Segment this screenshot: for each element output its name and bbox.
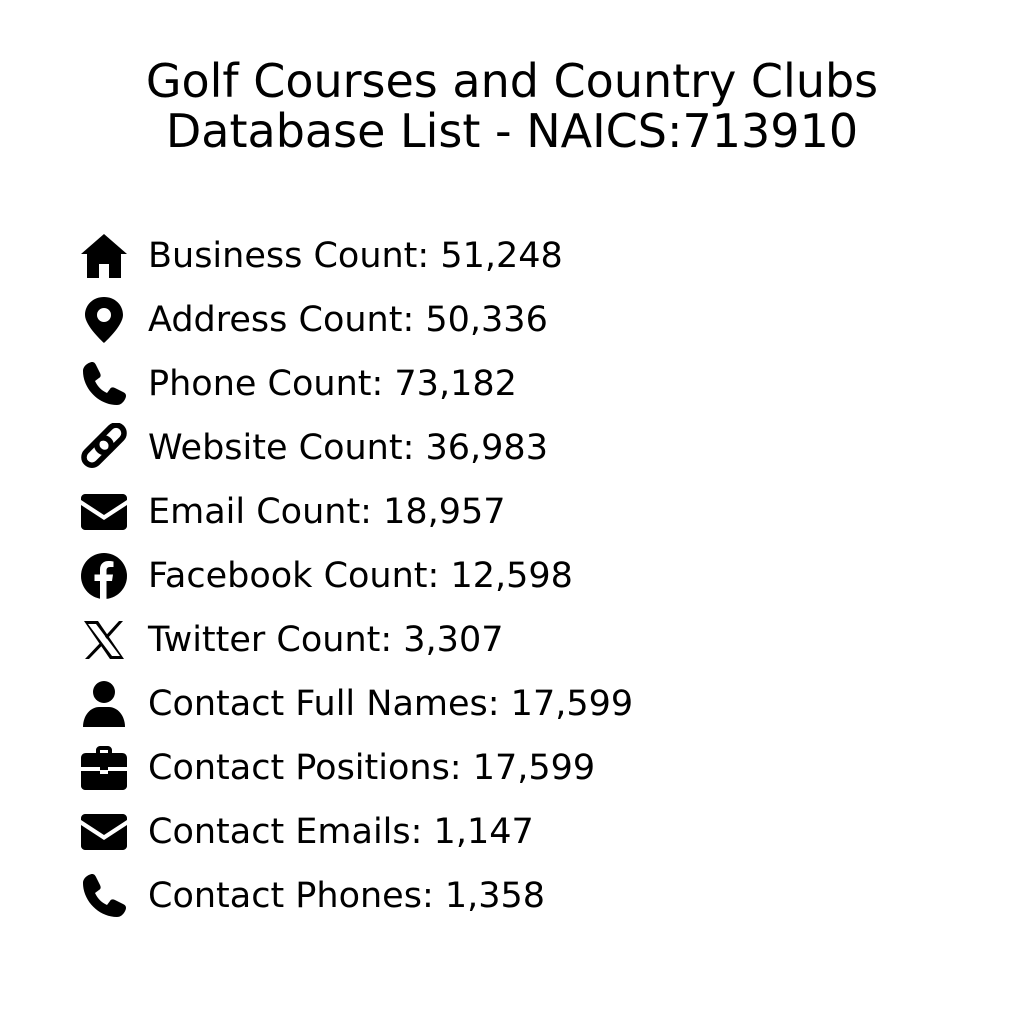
stat-address-count	[78, 288, 633, 352]
user-icon	[78, 678, 130, 730]
stat-email-count	[78, 480, 633, 544]
stat-text: Phone Count: 73,182	[148, 364, 517, 404]
stat-website-count	[78, 416, 633, 480]
stat-text: Website Count: 36,983	[148, 428, 548, 468]
phone-icon	[78, 358, 130, 410]
home-icon	[78, 230, 130, 282]
stat-text: Contact Phones: 1,358	[148, 876, 546, 916]
stat-phone-count	[78, 352, 633, 416]
title-line-2: Database List - NAICS:713910	[165, 104, 859, 158]
map-pin-icon	[78, 294, 130, 346]
stat-text: Contact Emails: 1,147	[148, 812, 534, 852]
stats-list	[78, 224, 633, 928]
envelope-icon	[78, 806, 130, 858]
stat-contact-emails	[78, 800, 633, 864]
stat-text: Email Count: 18,957	[148, 492, 506, 532]
page-title	[0, 56, 1024, 156]
stat-contact-positions	[78, 736, 633, 800]
stat-text: Business Count: 51,248	[148, 236, 563, 276]
briefcase-icon	[78, 742, 130, 794]
title-line-1: Golf Courses and Country Clubs	[145, 54, 879, 108]
phone-icon	[78, 870, 130, 922]
stat-text: Contact Positions: 17,599	[148, 748, 596, 788]
stat-contact-phones	[78, 864, 633, 928]
stat-text: Contact Full Names: 17,599	[148, 684, 634, 724]
stat-contact-full-names	[78, 672, 633, 736]
x-twitter-icon	[78, 614, 130, 666]
stat-text: Address Count: 50,336	[148, 300, 548, 340]
envelope-icon	[78, 486, 130, 538]
stat-facebook-count	[78, 544, 633, 608]
facebook-icon	[78, 550, 130, 602]
stat-text: Facebook Count: 12,598	[148, 556, 573, 596]
stat-twitter-count	[78, 608, 633, 672]
stat-text: Twitter Count: 3,307	[148, 620, 504, 660]
stat-business-count	[78, 224, 633, 288]
link-icon	[78, 422, 130, 474]
